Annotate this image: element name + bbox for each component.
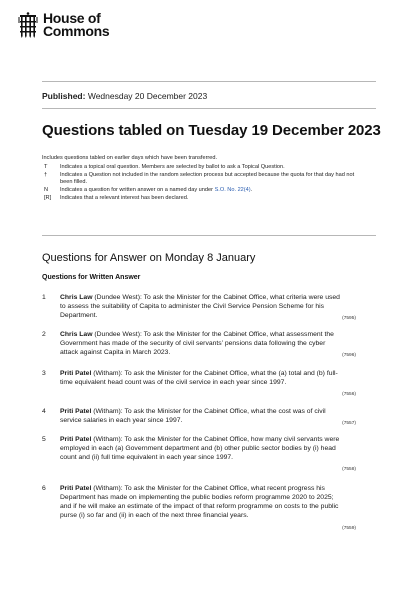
question-number: 1 — [42, 294, 46, 301]
question-text: To ask the Minister for the Cabinet Office, what assessment the Government has made of the security of civil servants’ pensions data following the cyber attack against Capita in March 2023. — [60, 331, 334, 356]
house-of-commons-logo — [18, 12, 109, 38]
legend-divider — [42, 235, 376, 236]
question-body — [60, 435, 342, 462]
question-text: To ask the Minister for the Cabinet Office, how many civil servants were employed in each (a) Government department and (b) other public sector bodies by (i) head count and (ii) full time equivalent in each year since 1997. — [60, 436, 340, 461]
question-body — [60, 293, 342, 320]
legend-symbol: † — [44, 171, 48, 178]
question-item — [42, 293, 356, 320]
question-ref: (7559) — [342, 526, 356, 531]
question-text: To ask the Minister for the Cabinet Office, what recent progress his Department has made on implementing the public bodies reform programme 2020 to 2025; and if he will make an estimate of the impact of that reform programme on costs to the public purse (i) so far and (ii) in each of the next three financial years. — [60, 485, 339, 519]
question-ref: (7557) — [342, 421, 356, 426]
standing-order-link[interactable]: S.O. No. 22(4) — [214, 187, 251, 194]
question-body — [60, 330, 342, 357]
logo-wordmark — [43, 12, 109, 38]
question-member: Priti Patel — [60, 485, 92, 492]
question-item — [42, 330, 356, 357]
question-member: Priti Patel — [60, 408, 92, 415]
question-ref: (7556) — [342, 392, 356, 397]
question-body — [60, 369, 342, 387]
question-member: Chris Law — [60, 294, 93, 301]
question-number: 4 — [42, 408, 46, 415]
question-number: 2 — [42, 331, 46, 338]
question-member: Priti Patel — [60, 370, 92, 377]
question-number: 3 — [42, 370, 46, 377]
sub-heading: Questions for Written Answer — [42, 274, 141, 281]
legend-symbol: T — [44, 163, 48, 170]
legend-item — [42, 195, 362, 203]
question-member: Priti Patel — [60, 436, 92, 443]
question-constituency: (Witham): — [91, 408, 123, 415]
legend-text — [60, 187, 362, 195]
question-item — [42, 435, 356, 472]
question-item — [42, 484, 356, 531]
question-number: 5 — [42, 436, 46, 443]
logo-line-1: House of — [43, 10, 101, 26]
question-item — [42, 369, 356, 397]
legend-symbol: N — [44, 187, 49, 194]
legend-symbol: [R] — [44, 194, 52, 201]
question-body — [60, 407, 342, 425]
question-body — [60, 484, 342, 520]
question-member: Chris Law — [60, 331, 93, 338]
question-text: To ask the Minister for the Cabinet Office, what the cost was of civil service salaries in each year since 1997. — [60, 408, 326, 424]
legend-item — [42, 164, 362, 172]
legend-text: Indicates a topical oral question. Members are selected by ballot to ask a Topical Question. — [60, 163, 285, 170]
question-constituency: (Witham): — [91, 370, 123, 377]
legend-text-end: . — [250, 187, 253, 194]
portcullis-icon — [18, 12, 38, 38]
question-item — [42, 407, 356, 425]
legend — [42, 155, 362, 203]
published-date: Wednesday 20 December 2023 — [87, 91, 208, 101]
question-constituency: (Witham): — [91, 436, 123, 443]
question-constituency: (Dundee West): — [92, 331, 142, 338]
top-divider — [42, 81, 376, 82]
page-title: Questions tabled on Tuesday 19 December 2023 — [42, 122, 381, 139]
published-line — [42, 91, 207, 101]
legend-item — [42, 187, 362, 195]
legend-text-main: Indicates a question for written answer on a named day under — [60, 187, 213, 194]
published-label: Published: — [42, 91, 86, 101]
question-text: To ask the Minister for the Cabinet Office, what the (a) total and (b) full-time equivalent head count was of the civil service in each year since 1997. — [60, 370, 338, 386]
section-heading: Questions for Answer on Monday 8 January — [42, 252, 256, 264]
legend-item — [42, 172, 362, 188]
question-number: 6 — [42, 485, 46, 492]
question-constituency: (Dundee West): — [92, 294, 142, 301]
logo-line-2: Commons — [43, 23, 110, 39]
legend-text: Indicates that a relevant interest has been declared. — [60, 194, 189, 201]
question-ref: (7595) — [342, 316, 356, 321]
question-constituency: (Witham): — [91, 485, 123, 492]
legend-intro: Includes questions tabled on earlier days which have been transferred. — [42, 155, 218, 161]
published-divider — [42, 108, 376, 109]
legend-text: Indicates a Question not included in the random selection process but accepted because the quota for that day had not been filled. — [60, 171, 355, 186]
question-ref: (7596) — [342, 353, 356, 358]
question-ref: (7558) — [342, 467, 356, 472]
question-text: To ask the Minister for the Cabinet Office, what criteria were used to assess the suitability of Capita to administer the Civil Service Pension Scheme for his Department. — [60, 294, 340, 319]
